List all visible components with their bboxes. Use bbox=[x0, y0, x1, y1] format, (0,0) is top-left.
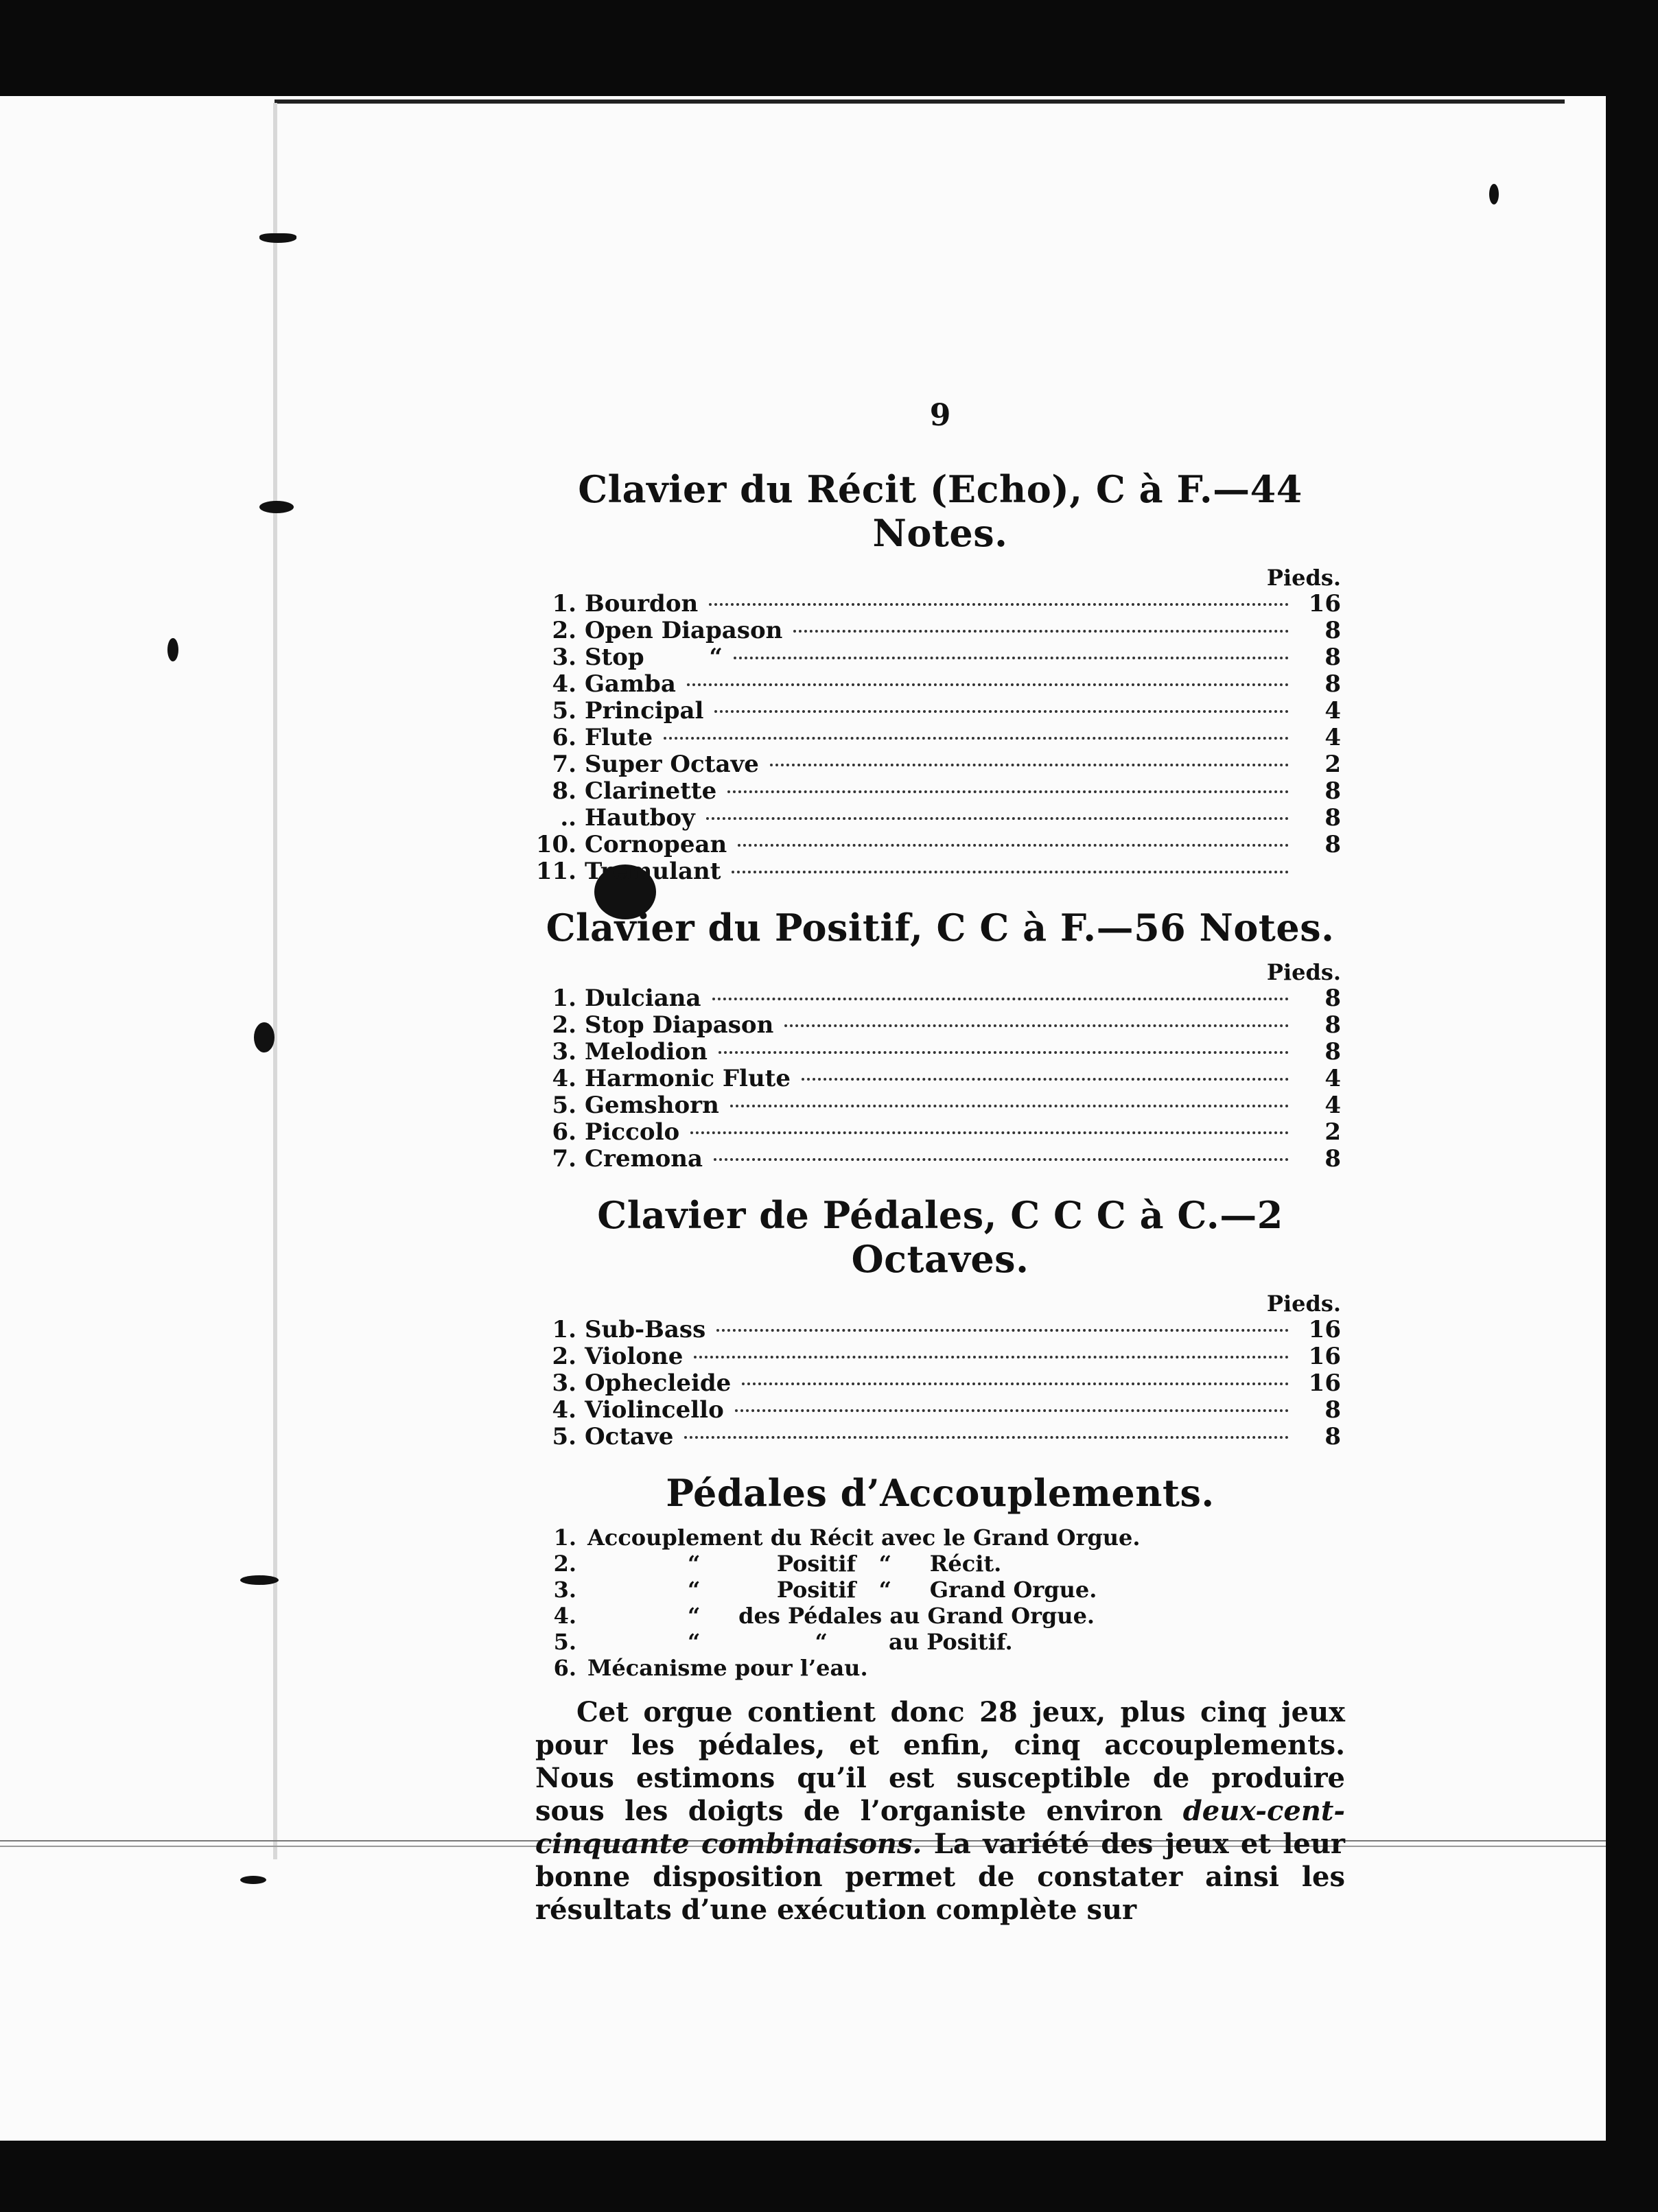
stop-name: Ophecleide bbox=[585, 1369, 732, 1397]
stop-feet: 16 bbox=[1308, 1316, 1341, 1343]
stop-number: 3. bbox=[552, 1038, 576, 1066]
stop-row bbox=[535, 1370, 1345, 1397]
stop-row bbox=[535, 1397, 1345, 1424]
stop-feet: 2 bbox=[1324, 1118, 1341, 1146]
coupler-text: “ “ au Positif. bbox=[688, 1629, 1013, 1655]
stop-feet: 16 bbox=[1308, 1369, 1341, 1397]
page-top-edge bbox=[275, 99, 1565, 104]
ink-blot bbox=[259, 501, 294, 513]
stop-name: Hautboy bbox=[585, 804, 695, 832]
coupler-row bbox=[535, 1629, 1345, 1655]
stop-row bbox=[535, 1119, 1345, 1146]
stop-number: 2. bbox=[552, 1343, 576, 1370]
stop-feet: 4 bbox=[1324, 697, 1341, 725]
pieds-header: Pieds. bbox=[1266, 565, 1341, 591]
positif-section bbox=[535, 906, 1345, 1173]
page-number: 9 bbox=[929, 398, 951, 433]
stop-row bbox=[535, 1424, 1345, 1450]
stop-row bbox=[535, 751, 1345, 778]
stop-list bbox=[535, 1317, 1345, 1450]
dot-leader bbox=[690, 1131, 1289, 1134]
dot-leader bbox=[706, 817, 1289, 820]
stop-feet: 8 bbox=[1324, 1145, 1341, 1173]
dot-leader bbox=[727, 790, 1289, 793]
pedales-section bbox=[535, 1193, 1345, 1450]
section-title: Clavier du Récit (Echo), C à F.—44 Notes. bbox=[578, 467, 1303, 555]
stop-row bbox=[535, 1343, 1345, 1370]
stop-number: 3. bbox=[552, 644, 576, 671]
stop-feet: 4 bbox=[1324, 724, 1341, 751]
stop-feet: 4 bbox=[1324, 1092, 1341, 1119]
stop-number: 3. bbox=[552, 1369, 576, 1397]
stop-number: 7. bbox=[552, 751, 576, 778]
dot-leader bbox=[735, 1409, 1289, 1412]
dot-leader bbox=[802, 1078, 1289, 1081]
coupler-number: 4. bbox=[553, 1603, 576, 1629]
dot-leader bbox=[730, 1105, 1289, 1107]
stop-feet: 2 bbox=[1324, 751, 1341, 778]
stop-feet: 8 bbox=[1324, 1011, 1341, 1039]
stop-row bbox=[535, 1039, 1345, 1066]
dot-leader bbox=[742, 1382, 1289, 1385]
coupler-text: Mécanisme pour l’eau. bbox=[587, 1655, 868, 1681]
stop-row bbox=[535, 644, 1345, 671]
dot-leader bbox=[734, 657, 1289, 659]
stop-name: Super Octave bbox=[585, 751, 759, 778]
paragraph-text: La variété des jeux et leur bonne disposition permet de constater ainsi les résultats d’une exécution complète sur bbox=[535, 1828, 1346, 1926]
coupler-list bbox=[535, 1525, 1345, 1681]
stop-feet: 16 bbox=[1308, 1343, 1341, 1370]
stop-number: 10. bbox=[535, 831, 576, 858]
stop-row bbox=[535, 725, 1345, 751]
dot-leader bbox=[714, 710, 1289, 713]
stop-row bbox=[535, 1066, 1345, 1092]
stop-name: Gamba bbox=[585, 670, 676, 698]
stop-name: Piccolo bbox=[585, 1118, 680, 1146]
coupler-number: 2. bbox=[553, 1551, 576, 1577]
stop-name: Sub-Bass bbox=[585, 1316, 706, 1343]
stop-row bbox=[535, 698, 1345, 725]
coupler-row bbox=[535, 1655, 1345, 1681]
stop-name: Clarinette bbox=[585, 777, 717, 805]
stop-name: Violincello bbox=[585, 1396, 724, 1424]
dot-leader bbox=[770, 764, 1289, 766]
stop-feet: 8 bbox=[1324, 831, 1341, 858]
stop-feet: 8 bbox=[1324, 617, 1341, 644]
stop-row bbox=[535, 617, 1345, 644]
paragraph-emphasis: deux-cent-cinquante combinaisons. bbox=[535, 1795, 1345, 1860]
dot-leader bbox=[694, 1356, 1289, 1358]
stop-number: 7. bbox=[552, 1145, 576, 1173]
stop-number: 6. bbox=[552, 724, 576, 751]
stop-name: Principal bbox=[585, 697, 704, 725]
stop-row bbox=[535, 671, 1345, 698]
stop-name: Violone bbox=[585, 1343, 684, 1370]
stop-row bbox=[535, 832, 1345, 858]
stop-feet: 8 bbox=[1324, 1396, 1341, 1424]
stop-number: 5. bbox=[552, 697, 576, 725]
stop-name: Melodion bbox=[585, 1038, 708, 1066]
stop-feet: 4 bbox=[1324, 1065, 1341, 1092]
stop-number: 5. bbox=[552, 1423, 576, 1450]
ink-blot bbox=[254, 1022, 275, 1052]
ink-blot bbox=[167, 638, 178, 661]
stop-row bbox=[535, 1317, 1345, 1343]
stop-name: Cremona bbox=[585, 1145, 703, 1173]
stop-number: .. bbox=[560, 804, 576, 832]
ink-blot bbox=[240, 1876, 266, 1884]
ink-blot bbox=[1489, 184, 1499, 204]
coupler-number: 6. bbox=[553, 1655, 576, 1681]
coupler-text: “ Positif “ Grand Orgue. bbox=[688, 1577, 1097, 1603]
stop-name: Dulciana bbox=[585, 985, 701, 1012]
paragraph-text: Cet orgue contient donc 28 jeux, plus cinq jeux pour les pédales, et enfin, cinq accouplements. Nous estimons qu’il est susceptible de produire sous les doigts de l’organiste environ bbox=[535, 1696, 1345, 1827]
stop-row bbox=[535, 591, 1345, 617]
coupler-row bbox=[535, 1577, 1345, 1603]
dot-leader bbox=[714, 1158, 1289, 1161]
stop-feet: 8 bbox=[1324, 777, 1341, 805]
dot-leader bbox=[716, 1329, 1289, 1332]
stop-number: 2. bbox=[552, 617, 576, 644]
stop-number: 1. bbox=[552, 590, 576, 617]
couplers-section bbox=[535, 1471, 1345, 1681]
section-title: Clavier de Pédales, C C C à C.—2 Octaves. bbox=[597, 1193, 1283, 1281]
stop-feet: 16 bbox=[1308, 590, 1341, 617]
stop-number: 2. bbox=[552, 1011, 576, 1039]
dot-leader bbox=[664, 737, 1289, 740]
stop-number: 4. bbox=[552, 1065, 576, 1092]
stop-row bbox=[535, 778, 1345, 805]
page-content bbox=[535, 398, 1345, 1927]
stop-row bbox=[535, 1092, 1345, 1119]
coupler-row bbox=[535, 1525, 1345, 1551]
stop-number: 4. bbox=[552, 1396, 576, 1424]
dot-leader bbox=[738, 844, 1289, 847]
stop-number: 8. bbox=[552, 777, 576, 805]
stop-name: Flute bbox=[585, 724, 653, 751]
coupler-text: Accouplement du Récit avec le Grand Orgue. bbox=[587, 1525, 1141, 1551]
stop-name: Stop Diapason bbox=[585, 1011, 774, 1039]
dot-leader bbox=[784, 1024, 1289, 1027]
dot-leader bbox=[719, 1051, 1289, 1054]
dot-leader bbox=[732, 871, 1289, 873]
stop-row bbox=[535, 1012, 1345, 1039]
dot-leader bbox=[684, 1436, 1289, 1439]
dot-leader bbox=[709, 603, 1289, 606]
stop-feet: 8 bbox=[1324, 1423, 1341, 1450]
stop-number: 6. bbox=[552, 1118, 576, 1146]
stop-row bbox=[535, 858, 1345, 885]
pieds-header: Pieds. bbox=[1266, 959, 1341, 985]
stop-list bbox=[535, 985, 1345, 1173]
stop-name: Stop “ bbox=[585, 644, 723, 671]
stop-name: Gemshorn bbox=[585, 1092, 719, 1119]
coupler-number: 3. bbox=[553, 1577, 576, 1603]
stop-feet: 8 bbox=[1324, 985, 1341, 1012]
stop-name: Octave bbox=[585, 1423, 674, 1450]
section-title: Clavier du Positif, C C à F.—56 Notes. bbox=[546, 906, 1335, 950]
stop-feet: 8 bbox=[1324, 670, 1341, 698]
book-spine-shadow bbox=[273, 103, 277, 1859]
stop-name: Harmonic Flute bbox=[585, 1065, 791, 1092]
stop-name: Tremulant bbox=[585, 858, 721, 885]
dot-leader bbox=[793, 630, 1289, 633]
ink-blot bbox=[259, 233, 296, 243]
stop-number: 1. bbox=[552, 985, 576, 1012]
section-title: Pédales d’Accouplements. bbox=[666, 1471, 1215, 1515]
ink-blot bbox=[240, 1575, 279, 1585]
coupler-text: “ Positif “ Récit. bbox=[688, 1551, 1002, 1577]
stop-row bbox=[535, 1146, 1345, 1173]
stop-list bbox=[535, 591, 1345, 885]
stop-name: Bourdon bbox=[585, 590, 699, 617]
body-paragraph bbox=[535, 1696, 1345, 1927]
coupler-number: 5. bbox=[553, 1629, 576, 1655]
stop-number: 5. bbox=[552, 1092, 576, 1119]
stop-feet: 8 bbox=[1324, 1038, 1341, 1066]
stop-row bbox=[535, 805, 1345, 832]
stop-number: 11. bbox=[535, 858, 576, 885]
coupler-text: “ des Pédales au Grand Orgue. bbox=[688, 1603, 1095, 1629]
stop-feet: 8 bbox=[1324, 644, 1341, 671]
dot-leader bbox=[687, 683, 1289, 686]
stop-name: Cornopean bbox=[585, 831, 727, 858]
dot-leader bbox=[712, 998, 1289, 1000]
coupler-number: 1. bbox=[553, 1525, 576, 1551]
coupler-row bbox=[535, 1603, 1345, 1629]
pieds-header: Pieds. bbox=[1266, 1291, 1341, 1317]
coupler-row bbox=[535, 1551, 1345, 1577]
stop-number: 1. bbox=[552, 1316, 576, 1343]
stop-number: 4. bbox=[552, 670, 576, 698]
stop-feet: 8 bbox=[1324, 804, 1341, 832]
recit-section bbox=[535, 467, 1345, 885]
stop-name: Open Diapason bbox=[585, 617, 783, 644]
stop-row bbox=[535, 985, 1345, 1012]
